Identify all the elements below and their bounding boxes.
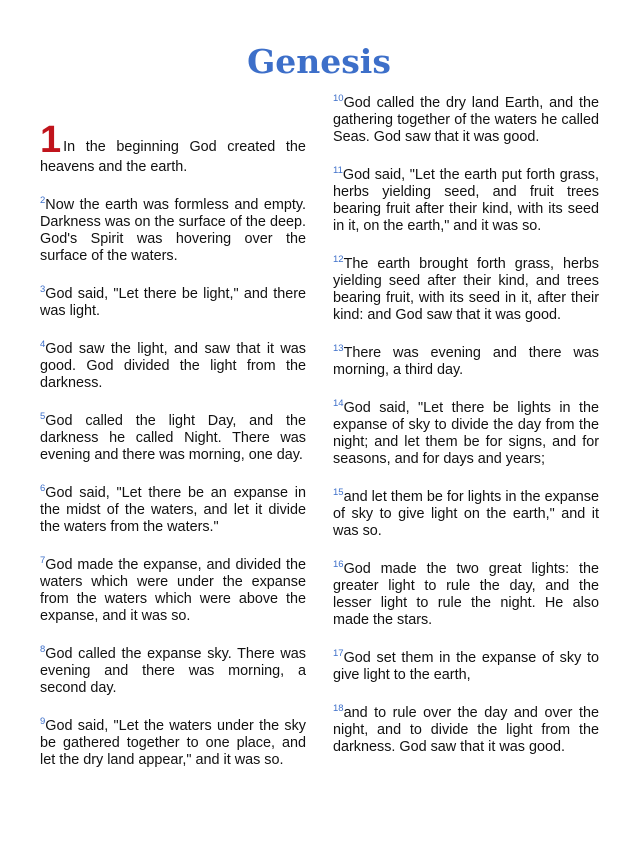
verse-text: God made the expanse, and divided the waters which were under the expanse from the waters which were above the expanse, and it was so.: [40, 557, 306, 624]
verse-text: There was evening and there was morning, a third day.: [333, 345, 599, 378]
verse-12: [333, 256, 599, 324]
verse-text: God said, "Let the earth put forth grass, herbs yielding seed, and fruit trees bearing fruit after their kind, with its seed in it, on the earth," and it was so.: [333, 167, 599, 234]
verse-text: God called the dry land Earth, and the gathering together of the waters he called Seas. God saw that it was good.: [333, 95, 599, 145]
verse-7: [40, 557, 306, 625]
verse-18: [333, 705, 599, 756]
verse-10: [333, 95, 599, 146]
verse-number: 6: [40, 483, 46, 494]
verse-5: [40, 413, 306, 464]
verse-17: [333, 650, 599, 684]
verse-text: and let them be for lights in the expanse of sky to give light on the earth," and it was so.: [333, 489, 599, 539]
verse-11: [333, 167, 599, 235]
verse-8: [40, 646, 306, 697]
verse-number: 5: [40, 411, 46, 422]
verse-1-word: beginning: [116, 139, 179, 155]
book-title: Genesis: [247, 42, 391, 81]
verse-2: [40, 197, 306, 265]
right-column: [333, 95, 599, 777]
verse-1-word: God: [189, 139, 217, 155]
verse-1-word: created: [227, 139, 276, 155]
verse-3: [40, 286, 306, 320]
verse-number: 14: [333, 398, 344, 409]
verse-text: God called the light Day, and the darkness he called Night. There was evening and there was morning, one day.: [40, 413, 306, 463]
verse-1-first-line: [40, 119, 306, 161]
verse-text: God said, "Let there be an expanse in the midst of the waters, and let it divide the waters from the waters.": [40, 485, 306, 535]
verse-text: God said, "Let there be lights in the expanse of sky to divide the day from the night; and let them be for signs, and for seasons, and for days and years;: [333, 400, 599, 467]
verse-text: God said, "Let there be light," and there was light.: [40, 286, 306, 319]
verse-text: The earth brought forth grass, herbs yielding seed after their kind, and trees bearing fruit, with its seed in it, after their kind: and God saw that it was good.: [333, 256, 599, 323]
verse-number: 11: [333, 165, 343, 176]
verse-text: God called the expanse sky. There was evening and there was morning, a second day.: [40, 646, 306, 696]
verse-number: 8: [40, 644, 46, 655]
verse-14: [333, 400, 599, 468]
verse-1-word: the: [85, 139, 106, 155]
verse-text: God saw the light, and saw that it was good. God divided the light from the darkness.: [40, 341, 306, 391]
verse-text: God made the two great lights: the greater light to rule the day, and the lesser light to rule the night. He also made the stars.: [333, 561, 599, 628]
verse-number: 10: [333, 93, 344, 104]
verse-text: Now the earth was formless and empty. Darkness was on the surface of the deep. God's Spirit was hovering over the surface of the waters.: [40, 197, 306, 264]
verse-1: [40, 119, 306, 176]
verse-15: [333, 489, 599, 540]
left-column: [40, 119, 306, 790]
verse-number: 13: [333, 343, 344, 354]
verse-text: God said, "Let the waters under the sky be gathered together to one place, and let the dry land appear," and it was so.: [40, 718, 306, 768]
verse-16: [333, 561, 599, 629]
verse-9: [40, 718, 306, 769]
verse-number: 4: [40, 339, 46, 350]
verse-number: 15: [333, 487, 344, 498]
verse-text: and to rule over the day and over the night, and to divide the light from the darkness. God saw that it was good.: [333, 705, 599, 755]
verse-number: 18: [333, 703, 344, 714]
verse-number: 3: [40, 284, 46, 295]
verse-1-first-words: [63, 139, 306, 157]
verse-1-word: In: [63, 139, 76, 155]
verse-6: [40, 485, 306, 536]
verse-number: 7: [40, 555, 46, 566]
verse-1-word: the: [285, 139, 306, 155]
verse-number: 17: [333, 648, 344, 659]
verse-13: [333, 345, 599, 379]
verse-number: 2: [40, 195, 46, 206]
verse-number: 16: [333, 559, 344, 570]
verse-text: God set them in the expanse of sky to give light to the earth,: [333, 650, 599, 683]
verse-number: 9: [40, 716, 46, 727]
chapter-number: 1: [40, 119, 62, 161]
verse-4: [40, 341, 306, 392]
verse-1-rest: heavens and the earth.: [40, 159, 188, 175]
verse-number: 12: [333, 254, 344, 265]
